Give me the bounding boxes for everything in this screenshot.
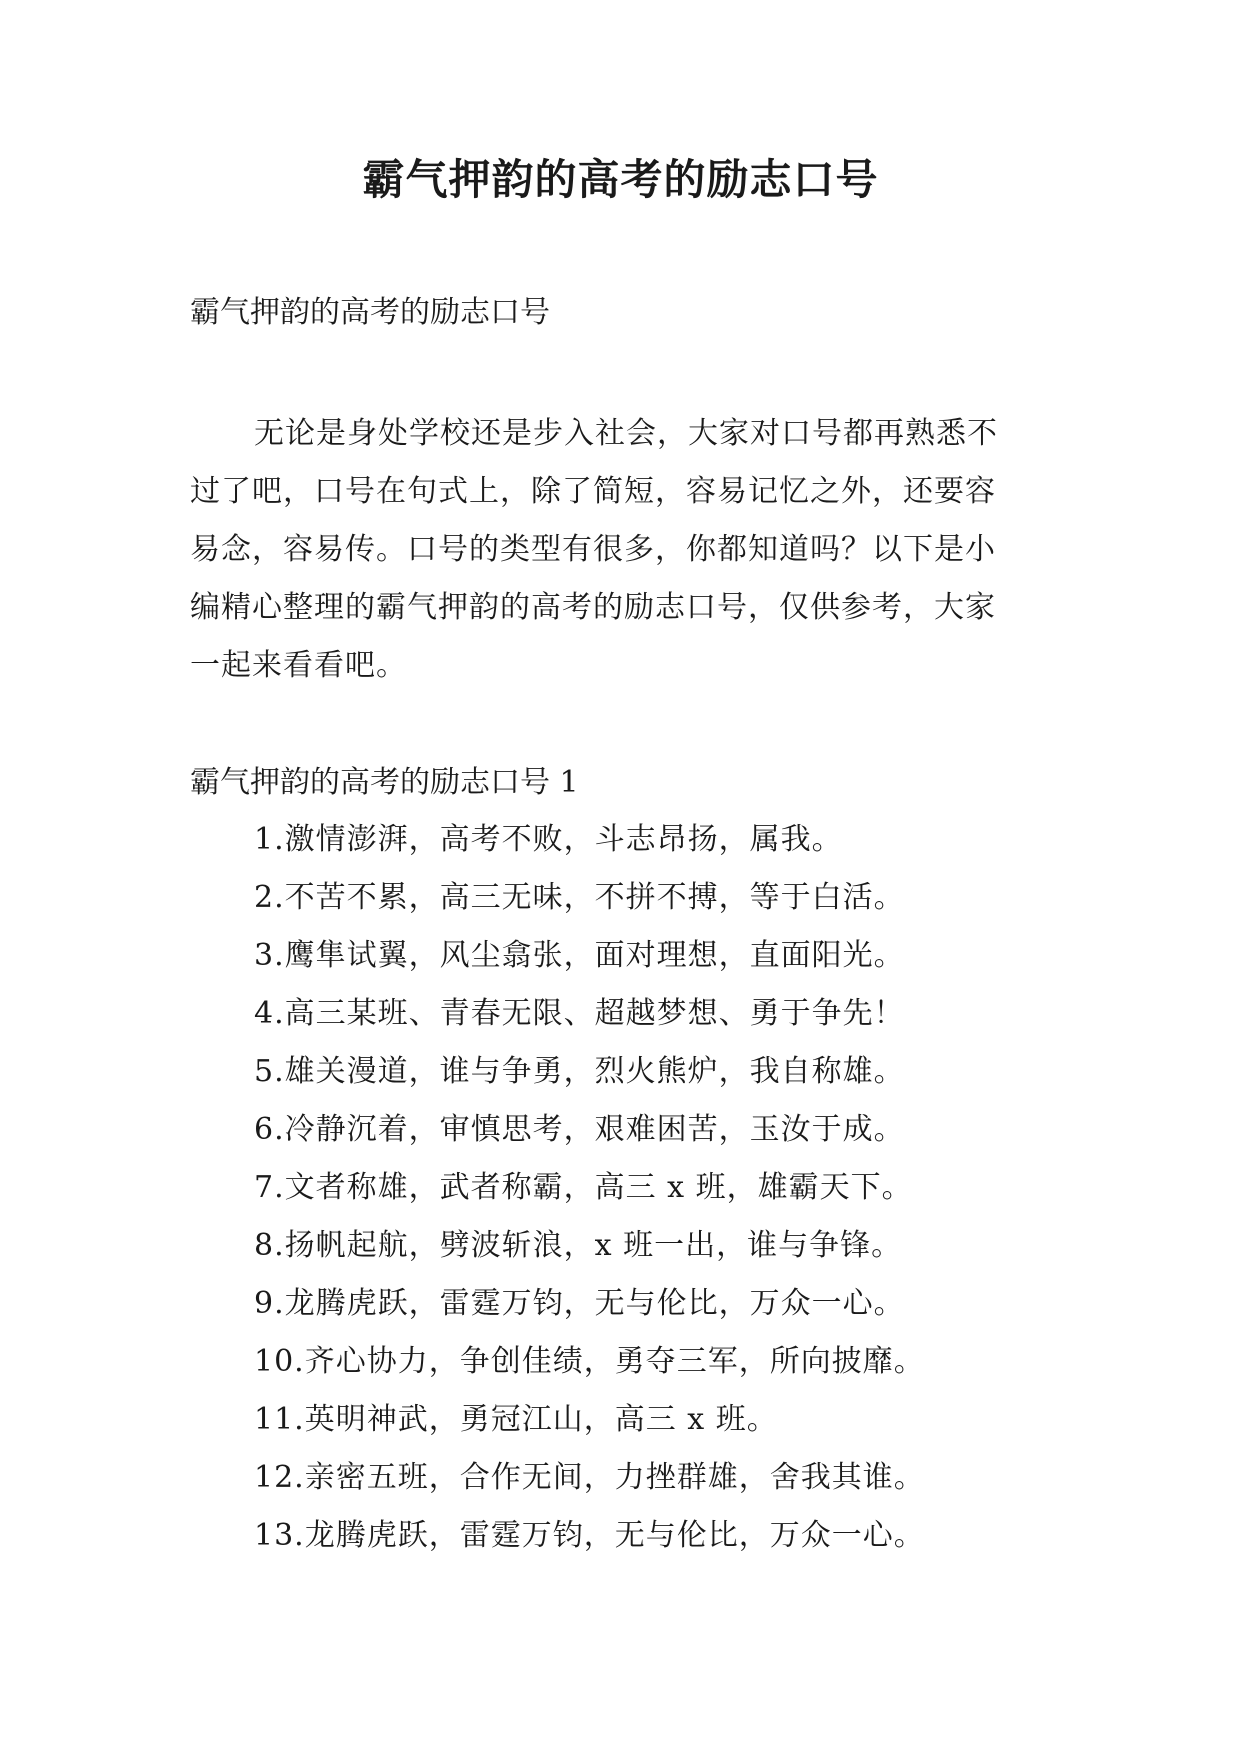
document-subtitle: 霸气押韵的高考的励志口号 [190, 295, 550, 330]
intro-line: 无论是身处学校还是步入社会，大家对口号都再熟悉不 [254, 416, 998, 451]
section-heading: 霸气押韵的高考的励志口号 1 [190, 765, 579, 800]
slogan-item: 12.亲密五班，合作无间，力挫群雄，舍我其谁。 [254, 1460, 925, 1495]
slogan-item: 7.文者称雄，武者称霸，高三 x 班，雄霸天下。 [254, 1170, 913, 1205]
slogan-item: 1.激情澎湃，高考不败，斗志昂扬，属我。 [254, 822, 843, 857]
slogan-item: 3.鹰隼试翼，风尘翕张，面对理想，直面阳光。 [254, 938, 905, 973]
document-title: 霸气押韵的高考的励志口号 [362, 155, 879, 204]
intro-line: 过了吧，口号在句式上，除了简短，容易记忆之外，还要容 [190, 474, 996, 509]
intro-line: 易念，容易传。口号的类型有很多，你都知道吗？以下是小 [190, 532, 996, 567]
slogan-item: 4.高三某班、青春无限、超越梦想、勇于争先！ [254, 996, 905, 1031]
slogan-item: 9.龙腾虎跃，雷霆万钧，无与伦比，万众一心。 [254, 1286, 905, 1321]
slogan-item: 5.雄关漫道，谁与争勇，烈火熊炉，我自称雄。 [254, 1054, 905, 1089]
intro-line: 编精心整理的霸气押韵的高考的励志口号，仅供参考，大家 [190, 590, 996, 625]
slogan-item: 11.英明神武，勇冠江山，高三 x 班。 [254, 1402, 778, 1437]
slogan-item: 6.冷静沉着，审慎思考，艰难困苦，玉汝于成。 [254, 1112, 905, 1147]
slogan-item: 8.扬帆起航，劈波斩浪，x 班一出，谁与争锋。 [254, 1228, 903, 1263]
slogan-list [254, 811, 925, 1565]
intro-line: 一起来看看吧。 [190, 648, 407, 683]
slogan-item: 13.龙腾虎跃，雷霆万钧，无与伦比，万众一心。 [254, 1518, 925, 1553]
slogan-item: 10.齐心协力，争创佳绩，勇夺三军，所向披靡。 [254, 1344, 925, 1379]
slogan-item: 2.不苦不累，高三无味，不拼不搏，等于白活。 [254, 880, 905, 915]
intro-paragraph [190, 405, 1050, 695]
